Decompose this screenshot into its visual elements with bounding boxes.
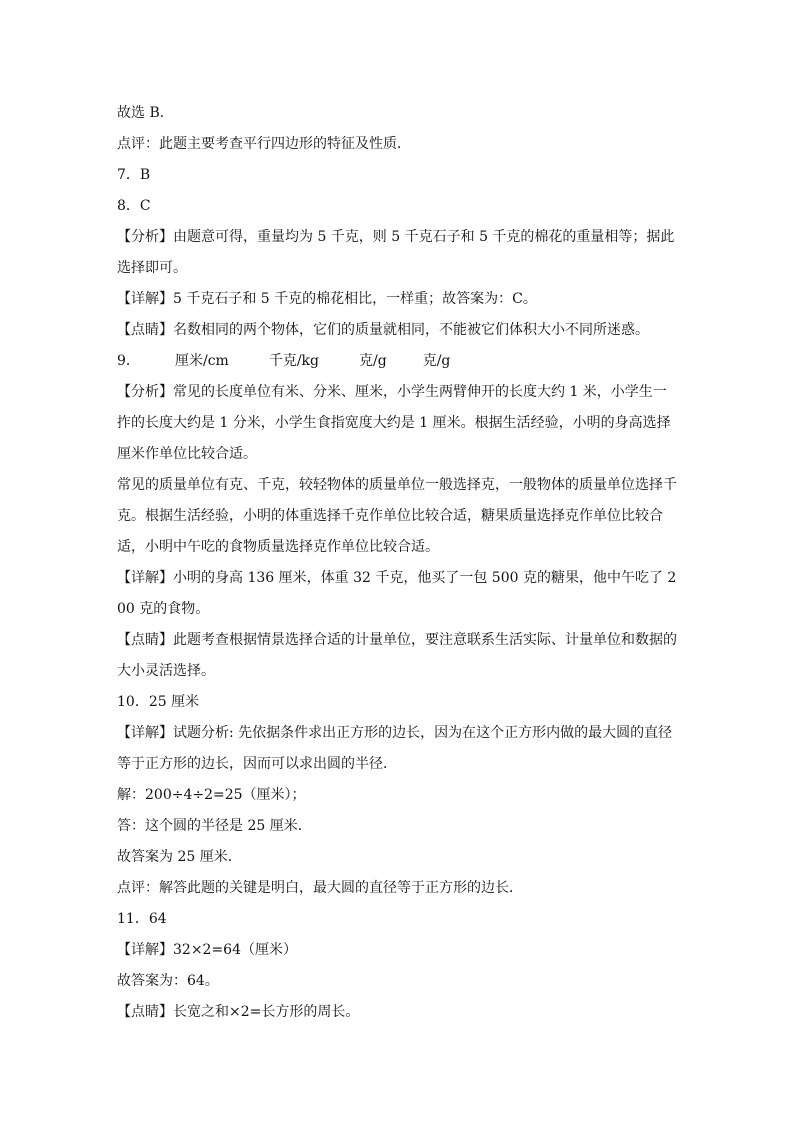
section-tag: 【详解】 — [117, 725, 173, 741]
detail-line — [117, 935, 677, 966]
answer-blank: 厘米/cm — [175, 353, 229, 369]
line-text: 答：这个圆的半径是 25 厘米． — [117, 818, 312, 834]
line-text: 故答案为：64。 — [117, 973, 219, 989]
answer-11 — [117, 904, 677, 935]
text-line — [117, 873, 677, 904]
detail-paragraph — [117, 718, 677, 780]
answer-9 — [117, 346, 677, 377]
remark-paragraph — [117, 625, 677, 687]
analysis-paragraph — [117, 222, 677, 284]
text-line — [117, 98, 677, 129]
paragraph-text: 由题意可得，重量均为 5 千克，则 5 千克石子和 5 千克的棉花的重量相等；据此选择即可。 — [117, 229, 675, 276]
section-tag: 【点睛】 — [117, 1004, 173, 1020]
analysis-paragraph — [117, 377, 677, 470]
paragraph-text: 常见的长度单位有米、分米、厘米，小学生两臂伸开的长度大约 1 米，小学生一拃的长度大约是 1 分米，小学生食指宽度大约是 1 厘米。根据生活经验，小明的身高选择厘米作单位比较合适。 — [117, 384, 671, 462]
line-text: 10．25 厘米 — [117, 694, 200, 710]
section-tag: 【分析】 — [117, 384, 173, 400]
line-text: 故选 B． — [117, 105, 174, 121]
paragraph-text: 常见的质量单位有克、千克，较轻物体的质量单位一般选择克，一般物体的质量单位选择千克。根据生活经验，小明的体重选择千克作单位比较合适，糖果质量选择克作单位比较合适，小明中午吃的食物质量选择克作单位比较合适。 — [117, 477, 677, 555]
detail-paragraph — [117, 563, 677, 625]
answer-7 — [117, 160, 677, 191]
line-text: 11．64 — [117, 911, 167, 927]
detail-paragraph — [117, 284, 677, 315]
paragraph-text: 试题分析: 先依据条件求出正方形的边长，因为在这个正方形内做的最大圆的直径等于正方形的边长，因而可以求出圆的半径． — [117, 725, 673, 772]
section-tag: 【点睛】 — [117, 632, 173, 648]
section-tag: 【分析】 — [117, 229, 173, 245]
paragraph-text: 5 千克石子和 5 千克的棉花相比，一样重；故答案为：C。 — [173, 291, 537, 307]
answer-content — [117, 98, 677, 1028]
line-text: 解：200÷4÷2=25（厘米）； — [117, 787, 306, 803]
remark-paragraph — [117, 315, 677, 346]
answer-blank: 克/g — [359, 353, 387, 369]
text-line — [117, 129, 677, 160]
answer-8 — [117, 191, 677, 222]
text-line — [117, 842, 677, 873]
line-text: 点评：此题主要考查平行四边形的特征及性质． — [117, 136, 411, 152]
answer-10 — [117, 687, 677, 718]
section-tag: 【详解】 — [117, 570, 173, 586]
paragraph-text: 名数相同的两个物体，它们的质量就相同，不能被它们体积大小不同所迷惑。 — [173, 322, 649, 338]
solution-line — [117, 780, 677, 811]
question-number: 9． — [117, 353, 140, 369]
line-text: 故答案为 25 厘米． — [117, 849, 242, 865]
remark-line — [117, 997, 677, 1028]
answer-statement — [117, 811, 677, 842]
line-text: 点评：解答此题的关键是明白，最大圆的直径等于正方形的边长． — [117, 880, 523, 896]
line-text: 7．B — [117, 167, 151, 183]
analysis-paragraph-continued — [117, 470, 677, 563]
answer-blank: 千克/kg — [268, 353, 320, 369]
paragraph-text: 此题考查根据情景选择合适的计量单位，要注意联系生活实际、计量单位和数据的大小灵活选择。 — [117, 632, 677, 679]
section-tag: 【详解】 — [117, 291, 173, 307]
line-text: 8．C — [117, 198, 151, 214]
section-tag: 【详解】 — [117, 942, 173, 958]
answer-blank: 克/g — [422, 353, 451, 369]
line-text: 长宽之和×2=长方形的周长。 — [173, 1004, 360, 1020]
paragraph-text: 小明的身高 136 厘米，体重 32 千克，他买了一包 500 克的糖果，他中午吃了 200 克的食物。 — [117, 570, 677, 617]
section-tag: 【点睛】 — [117, 322, 173, 338]
text-line — [117, 966, 677, 997]
line-text: 32×2=64（厘米） — [173, 942, 297, 958]
